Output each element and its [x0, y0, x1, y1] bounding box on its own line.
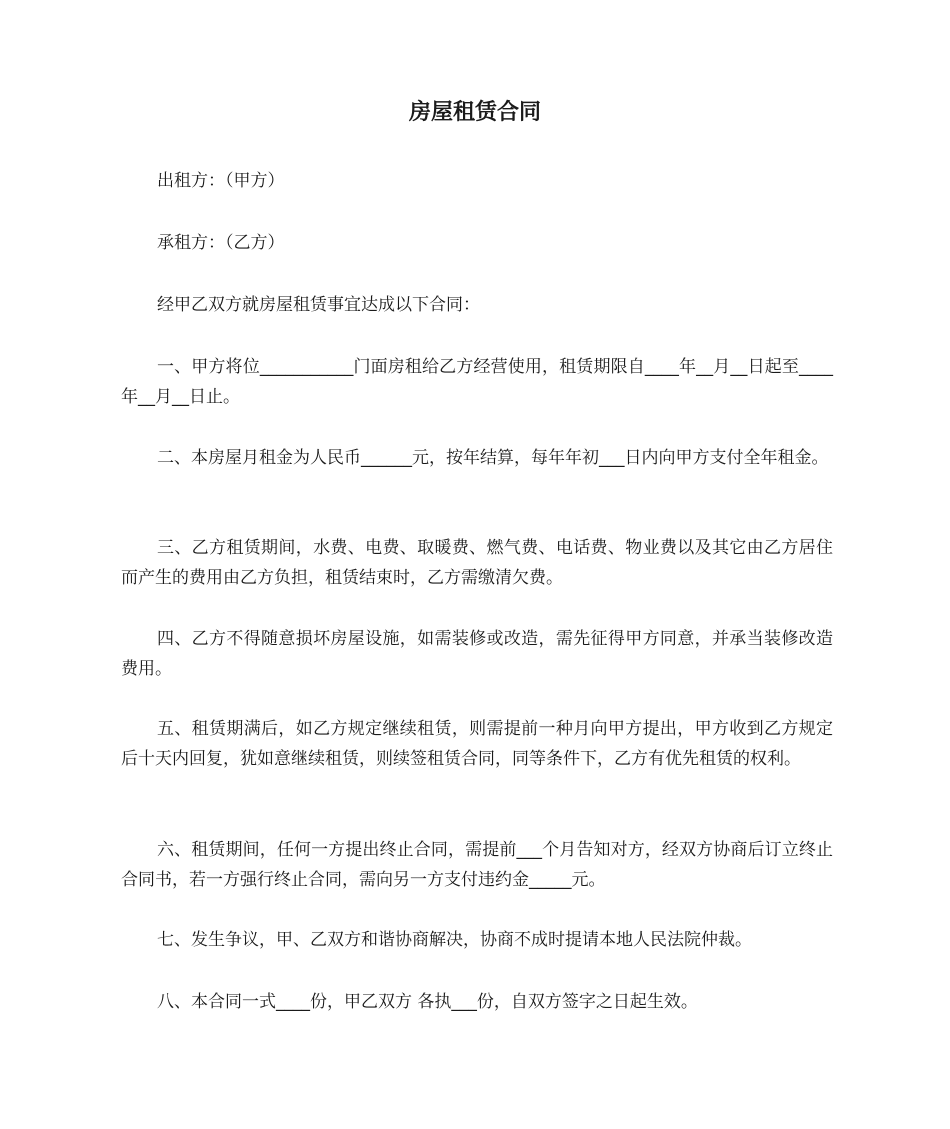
intro-line: 经甲乙双方就房屋租赁事宜达成以下合同：: [157, 295, 480, 315]
clause-6: 六、租赁期间，任何一方提出终止合同，需提前___个月告知对方，经双方协商后订立终止合同书，若一方强行终止合同，需向另一方支付违约金_____元。: [121, 840, 833, 890]
clause-1: 一、甲方将位___________门面房租给乙方经营使用，租赁期限自____年__月__日起至____年__月__日止。: [121, 357, 833, 407]
clause-7: 七、发生争议，甲、乙双方和谐协商解决，协商不成时提请本地人民法院仲裁。: [157, 930, 752, 950]
clause-5: 五、租赁期满后，如乙方规定继续租赁，则需提前一种月向甲方提出，甲方收到乙方规定后十天内回复，犹如意继续租赁，则续签租赁合同，同等条件下，乙方有优先租赁的权利。: [121, 719, 833, 769]
lessor-line: 出租方：（甲方）: [157, 171, 285, 191]
clause-3: 三、乙方租赁期间，水费、电费、取暖费、燃气费、电话费、物业费以及其它由乙方居住而产生的费用由乙方负担，租赁结束时，乙方需缴清欠费。: [121, 538, 833, 588]
document-title: 房屋租赁合同: [408, 100, 541, 125]
clause-2: 二、本房屋月租金为人民币______元，按年结算，每年年初___日内向甲方支付全年租金。: [157, 448, 829, 468]
lessee-line: 承租方：（乙方）: [157, 233, 285, 253]
clause-4: 四、乙方不得随意损坏房屋设施，如需装修或改造，需先征得甲方同意，并承当装修改造费用。: [121, 629, 833, 679]
clause-8: 八、本合同一式____份，甲乙双方 各执___份，自双方签字之日起生效。: [157, 992, 698, 1012]
